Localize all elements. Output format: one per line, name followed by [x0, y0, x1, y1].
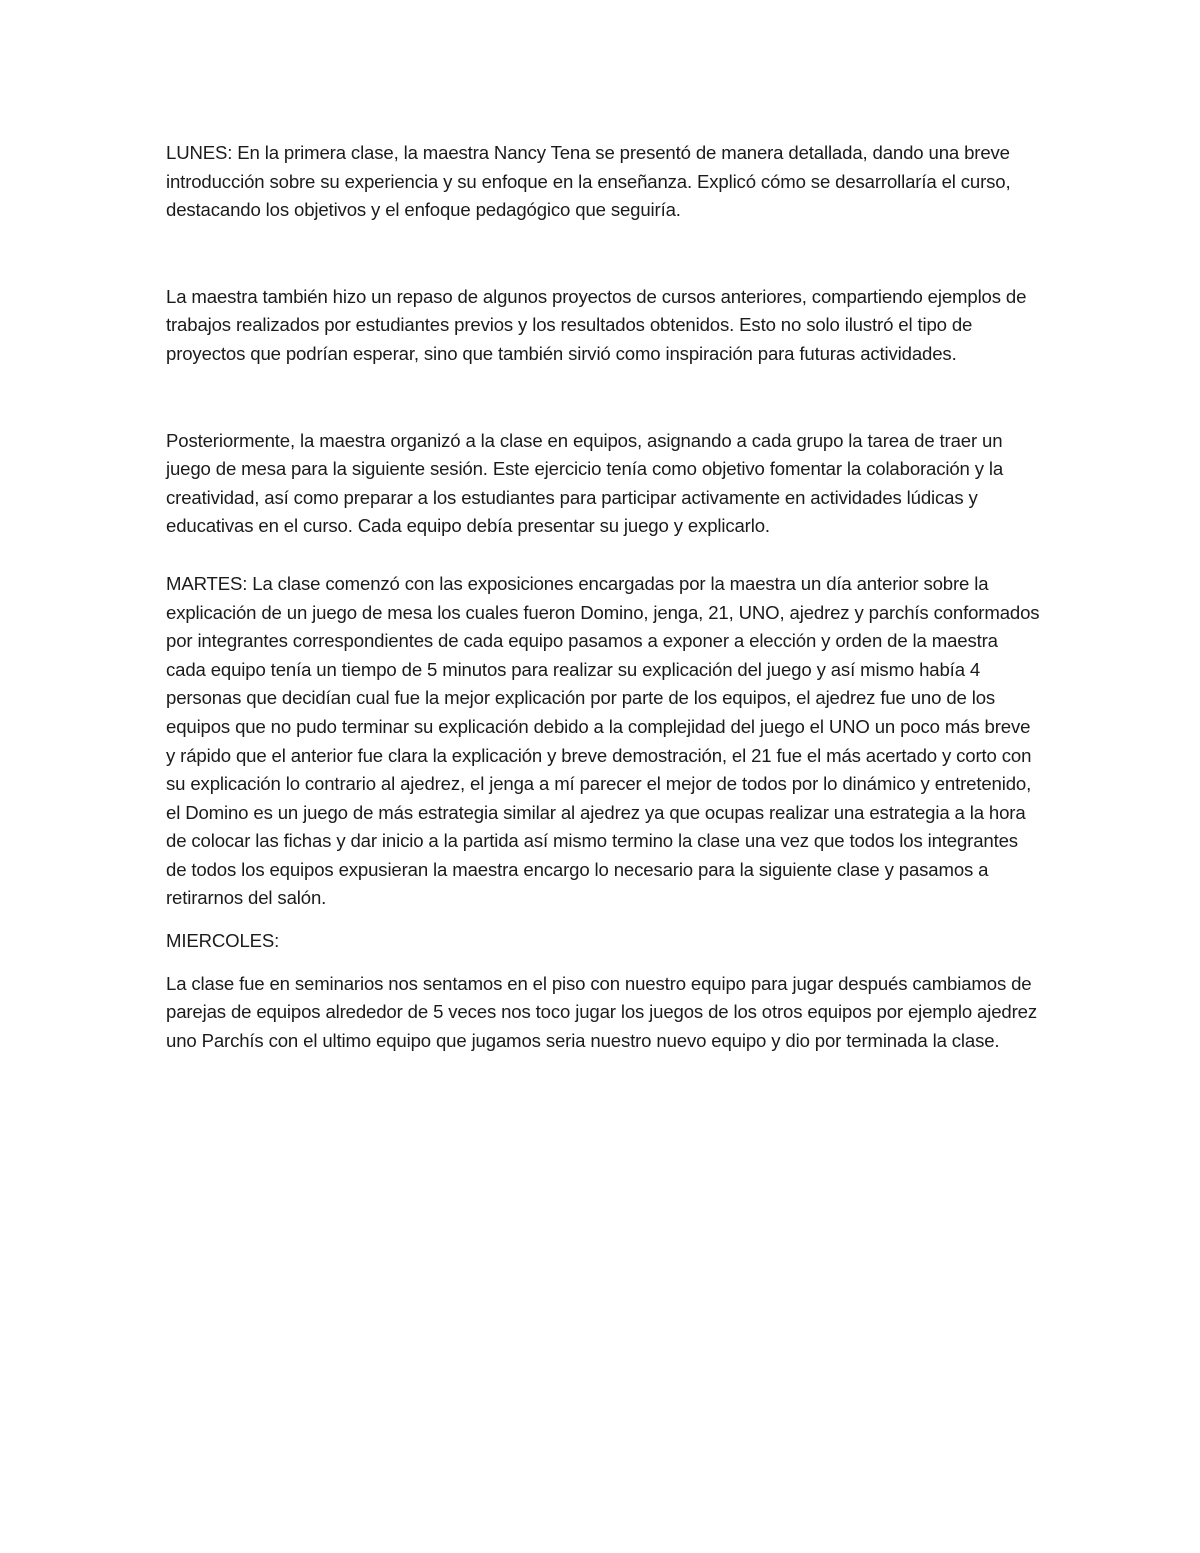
document-body	[166, 139, 1042, 1055]
heading-miercoles: MIERCOLES:	[166, 930, 280, 952]
paragraph-projects-review: La maestra también hizo un repaso de algunos proyectos de cursos anteriores, compartiendo ejemplos de trabajos realizados por estudiantes previos y los resultados obtenidos. Esto no solo ilustró el tipo de proyectos que podrían esperar, sino que también sirvió como inspiración para futuras actividades.	[166, 285, 1027, 364]
paragraph-teams: Posteriormente, la maestra organizó a la clase en equipos, asignando a cada grupo la tarea de traer un juego de mesa para la siguiente sesión. Este ejercicio tenía como objetivo fomentar la colaboración y la creatividad, así como preparar a los estudiantes para participar activamente en actividades lúdicas y educativas en el curso. Cada equipo debía presentar su juego y explicarlo.	[166, 429, 1004, 537]
paragraph-miercoles: La clase fue en seminarios nos sentamos en el piso con nuestro equipo para jugar después cambiamos de parejas de equipos alrededor de 5 veces nos toco jugar los juegos de los otros equipos por ejemplo ajedrez uno Parchís con el ultimo equipo que jugamos seria nuestro nuevo equipo y dio por terminada la clase.	[166, 972, 1037, 1051]
paragraph-lunes: LUNES: En la primera clase, la maestra Nancy Tena se presentó de manera detallada, dando una breve introducción sobre su experiencia y su enfoque en la enseñanza. Explicó cómo se desarrollaría el curso, destacando los objetivos y el enfoque pedagógico que seguiría.	[166, 142, 1011, 221]
paragraph-martes: MARTES: La clase comenzó con las exposiciones encargadas por la maestra un día anterior sobre la explicación de un juego de mesa los cuales fueron Domino, jenga, 21, UNO, ajedrez y parchís conformados por integrantes correspondientes de cada equipo pasamos a exponer a elección y orden de la maestra cada equipo tenía un tiempo de 5 minutos para realizar su explicación del juego y así mismo había 4 personas que decidían cual fue la mejor explicación por parte de los equipos, el ajedrez fue uno de los equipos que no pudo terminar su explicación debido a la complejidad del juego el UNO un poco más breve y rápido que el anterior fue clara la explicación y breve demostración, el 21 fue el más acertado y corto con su explicación lo contrario al ajedrez, el jenga a mí parecer el mejor de todos por lo dinámico y entretenido, el Domino es un juego de más estrategia similar al ajedrez ya que ocupas realizar una estrategia a la hora de colocar las fichas y dar inicio a la partida así mismo termino la clase una vez que todos los integrantes de todos los equipos expusieran la maestra encargo lo necesario para la siguiente clase y pasamos a retirarnos del salón.	[166, 572, 1040, 909]
